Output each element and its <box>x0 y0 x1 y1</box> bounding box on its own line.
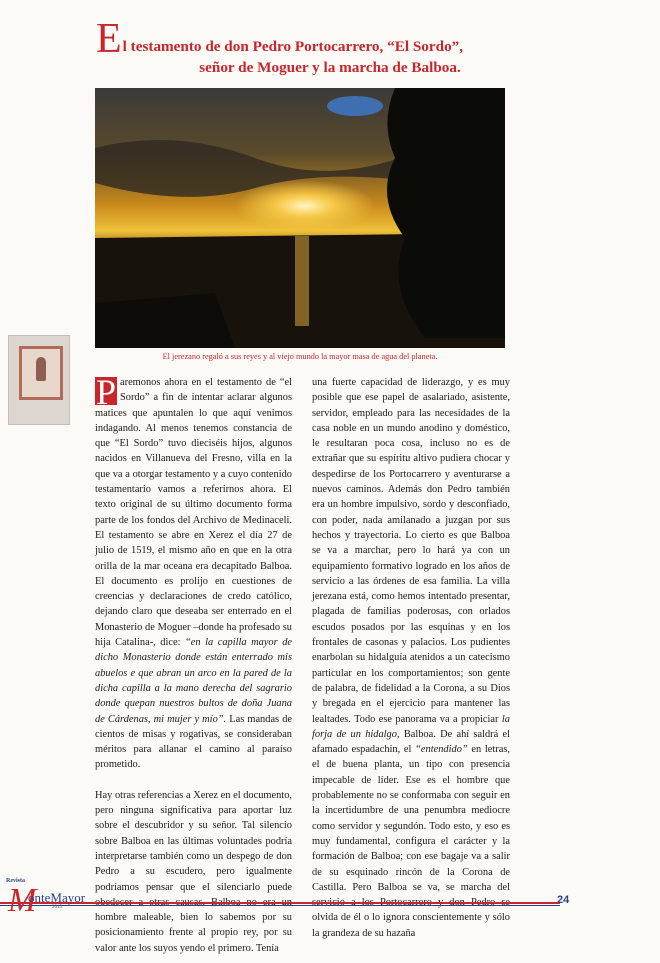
logo-revista-label: Revista <box>6 878 25 884</box>
page-number: 24 <box>557 894 570 906</box>
right-column <box>312 375 510 941</box>
title-line-2: señor de Moguer y la marcha de Balboa. <box>199 59 461 76</box>
title-initial: E <box>96 16 122 62</box>
testament-quote: “en la capilla mayor de dicho Monasterio donde están enterrado mis abuelos e que abran un arco en la pared de la dicha capilla a la mano derecha del sagrario donde quepan nuestros bultos de doña Juana de Cárdenas, mi mujer y mío”. <box>95 637 293 725</box>
paragraph-3-end: en letras, el de buena planta, un tipo con presencia impecable de líder. Ese es el hombre que probablemente no se conformaba con seguir en la incertidumbre de una penumbra mediocre como servidor y segundón. Todo esto, y eso es muy fundamental, configura el carácter y la formación de Balboa; con ese bagaje va a salir de su esquinado rincón de la Corona de Castilla. Pero Balboa se va, se marcha del olvida de él o lo ignora conscientemente y sólo la grandeza de su hazaña <box>312 744 510 939</box>
emphasis-entendido: “entendido” <box>415 744 468 756</box>
portrait-figure <box>36 357 46 381</box>
paragraph-1-text: aremonos ahora en el testamento de “el Sordo” a fin de intentar aclarar algunos matices que apuntalen lo que aquí venimos indagando. Al menos tenemos constancia de que “El Sordo” tuvo dieciséis hijos, algunos nacidos en Villanueva del Fresno, villa en la que va a otorgar testamento y a cuyo contenido testamentario vamos a referirnos ahora. El texto original de su último documento forma parte de los fondos del Archivo de Medinaceli. El testamento se abre en Xerez el día 27 de julio de 1519, el mismo año en que en la otra orilla de la mar oceana era decapitado Balboa. El documento es prolijo en cuestiones de creencias y declaraciones de credo católico, dejando claro que deseaba ser enterrado en el Monasterio de Moguer –donde ha profesado su hija Catalina-, dice: <box>95 377 292 649</box>
logo-initial: M <box>8 882 37 919</box>
left-column <box>95 372 293 956</box>
title-line-1: l testamento de don Pedro Portocarrero, “El Sordo”, <box>122 38 464 55</box>
sunset-over-sea-photo <box>95 88 505 348</box>
portrait-thumbnail <box>8 335 70 425</box>
logo-name: onteMayor <box>28 890 86 905</box>
paragraph-3-mid: , Balboa. De ahí saldrá el afamado espadachín, el <box>312 728 511 756</box>
paragraph-dropcap: P <box>95 372 117 412</box>
paragraph-1-end: Las mandas de cientos de misas y rogativas, se consideraban méritos para allanar el camino al paraíso prometido. <box>95 713 293 771</box>
paragraph-2: Hay otras referencias a Xerez en el documento, pero ninguna significativa para aportar luz sobre el descubridor y su señor. Tal silencio sobre Balboa en las últimas voluntades podría interpretarse también como un despego de don Pedro a su escudero, pero igualmente podríamos pensar que el silenciarlo puede hombre maleable, bien lo sabemos por su posicionamiento frente al propio rey, por su valor ante los suyos yendo el primero. Tenía <box>95 789 292 954</box>
portrait-frame <box>19 346 63 400</box>
emphasis-forja: la forja de un hidalgo <box>312 713 510 740</box>
paragraph-3-text: una fuerte capacidad de liderazgo, y es muy posible que ese papel de asalariado, asistente, servidor, empleado para las necesidades de la casa noble en un mundo anodino y doméstico, le resultaran poca cosa, incluso no es de extrañar que su espíritu altivo pudiera chocar y despedirse de los Portocarrero y aventurarse a nuevos caminos. Además don Pedro también era un hombre impulsivo, sordo y desconfiado, con poder, nada amilanado a juzgan por sus hechos y trayectoria. Lo cierto es que Balboa se va a marchar, pero lo hará ya con un equipamiento formativo logrado en los años de servicio a las órdenes de esa familia. La villa jerezana está, como hemos intentado presentar, plagada de familias poderosas, con orlados escudos posados por las esquinas y en los frontales de casonas y palacios. Los pudientes enarbolan su hidalguía atenidos a un catecismo particular en los comportamientos; son gente de palabra, de fidelidad a la Corona, a su Dios y bregada en el ejercicio para mantener las lealtades. Todo ese panorama va a propiciar <box>312 377 510 725</box>
logo-year: 2015 <box>52 905 62 910</box>
photo-caption: El jerezano regaló a sus reyes y al viejo mundo la mayor masa de agua del planeta. <box>162 352 438 361</box>
magazine-logo <box>6 878 96 926</box>
article-title <box>96 16 564 78</box>
paragraph-3 <box>312 375 510 941</box>
paragraph-1 <box>95 372 293 773</box>
